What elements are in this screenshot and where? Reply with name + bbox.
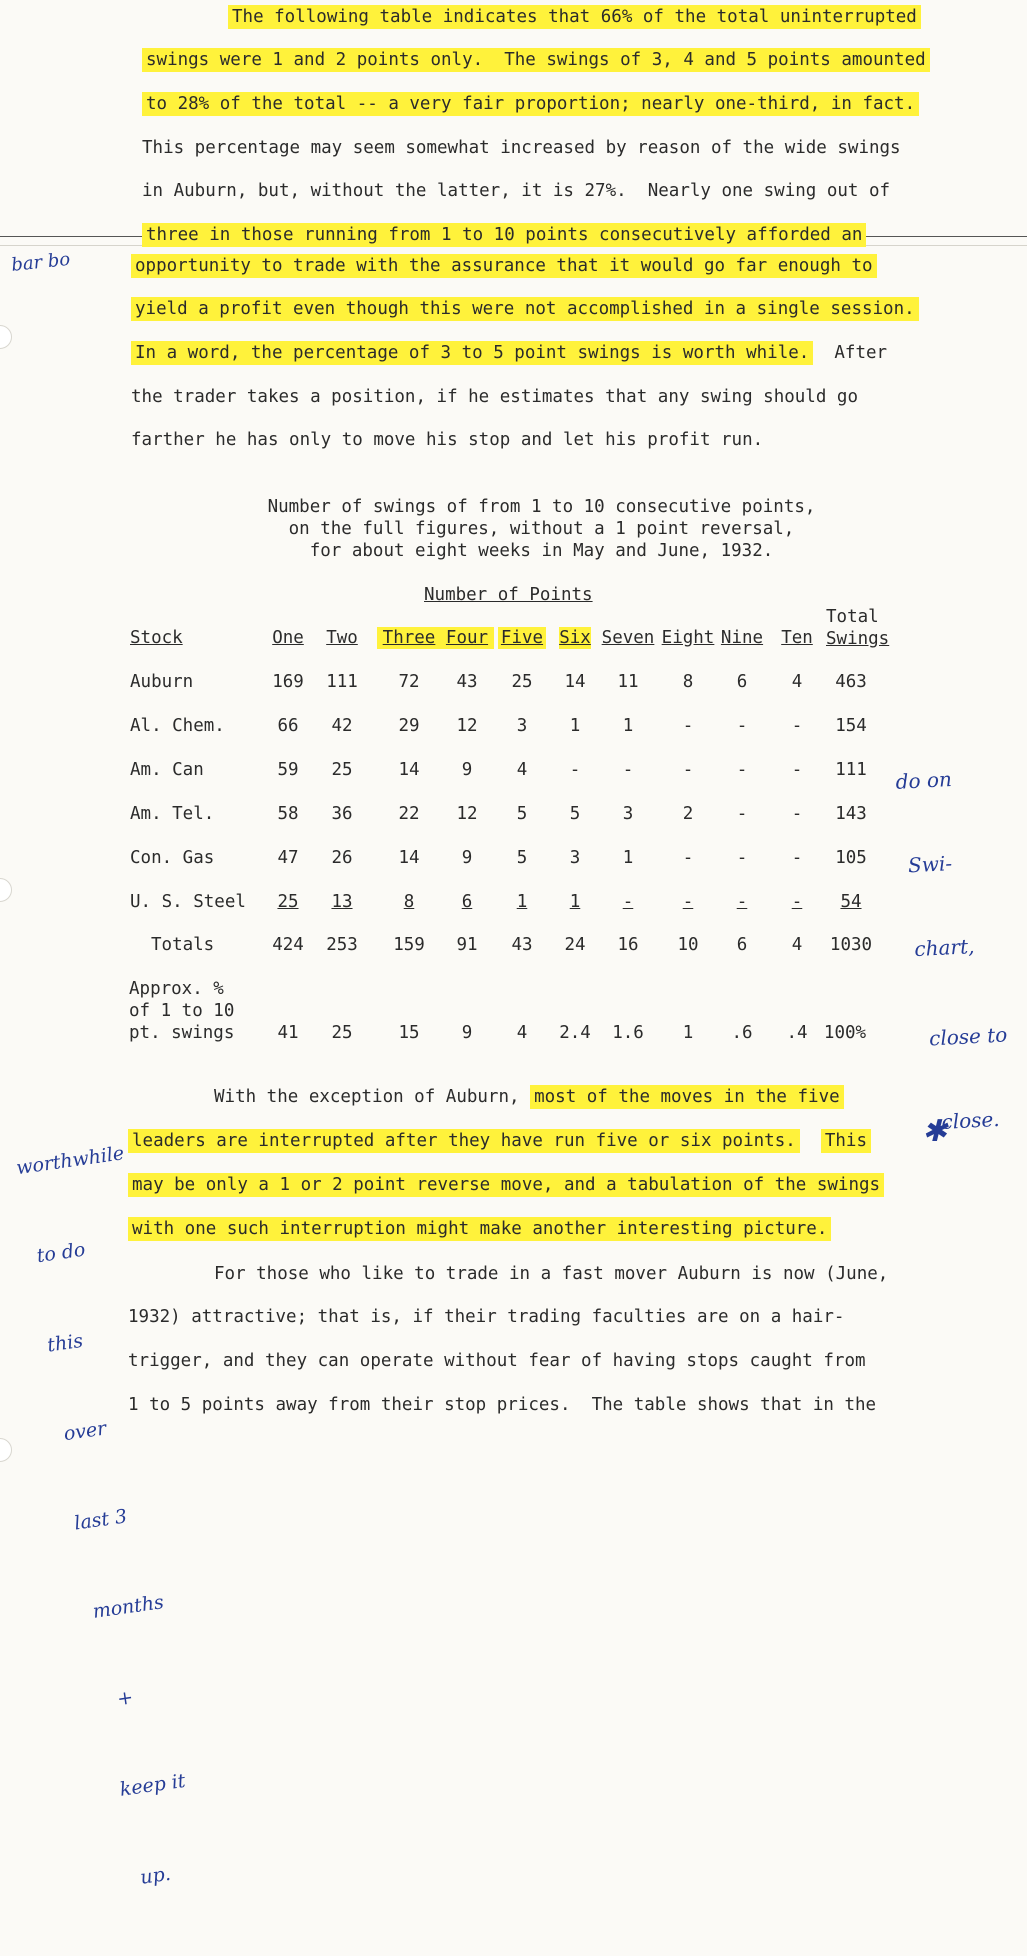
percent-total: 100% bbox=[823, 1023, 867, 1043]
table-cell: 14 bbox=[564, 672, 586, 692]
totals-label: Totals bbox=[151, 935, 215, 955]
table-cell: - bbox=[682, 760, 694, 780]
column-header: Ten bbox=[781, 628, 813, 648]
para3-line: trigger, and they can operate without fear of having stops caught from bbox=[128, 1351, 866, 1371]
table-cell: 1 bbox=[569, 716, 581, 736]
para1-line: In a word, the percentage of 3 to 5 point swings is worth while. After bbox=[131, 342, 887, 364]
table-cell: - bbox=[682, 892, 694, 912]
binder-hole bbox=[0, 325, 12, 349]
percent-cell: 2.4 bbox=[559, 1023, 591, 1043]
percent-cell: .6 bbox=[731, 1023, 753, 1043]
table-cell: 25 bbox=[511, 672, 533, 692]
row-total: 111 bbox=[835, 760, 867, 780]
totals-cell: 6 bbox=[736, 935, 748, 955]
percent-cell: 1 bbox=[682, 1023, 694, 1043]
column-header: Three bbox=[377, 627, 441, 649]
table-cell: 1 bbox=[516, 892, 528, 912]
table-cell: 12 bbox=[456, 804, 478, 824]
table-cell: 5 bbox=[569, 804, 581, 824]
table-caption: on the full figures, without a 1 point reversal, bbox=[288, 519, 795, 539]
para2-line: with one such interruption might make another interesting picture. bbox=[128, 1218, 831, 1240]
table-cell: 5 bbox=[516, 804, 528, 824]
para2-line: With the exception of Auburn, most of the moves in the five bbox=[214, 1086, 844, 1108]
table-caption: Number of swings of from 1 to 10 consecutive points, bbox=[267, 497, 816, 517]
table-cell: 8 bbox=[682, 672, 694, 692]
table-cell: 4 bbox=[516, 760, 528, 780]
column-header: Five bbox=[498, 627, 546, 649]
table-cell: 5 bbox=[516, 848, 528, 868]
totals-cell: 4 bbox=[791, 935, 803, 955]
stock-name: Am. Tel. bbox=[130, 804, 215, 824]
table-cell: 42 bbox=[331, 716, 353, 736]
row-total: 54 bbox=[840, 892, 862, 912]
percent-label: Approx. % bbox=[129, 979, 224, 999]
table-cell: - bbox=[622, 892, 634, 912]
total-header: Total bbox=[826, 607, 879, 627]
para1-line: The following table indicates that 66% of the total uninterrupted bbox=[228, 6, 921, 28]
para1-line: three in those running from 1 to 10 points consecutively afforded an bbox=[142, 224, 866, 246]
table-cell: 66 bbox=[277, 716, 299, 736]
percent-label: of 1 to 10 bbox=[129, 1001, 235, 1021]
table-cell: 3 bbox=[516, 716, 528, 736]
table-cell: 6 bbox=[736, 672, 748, 692]
table-cell: - bbox=[736, 848, 748, 868]
table-cell: 111 bbox=[326, 672, 358, 692]
column-header: One bbox=[272, 628, 304, 648]
column-header: Two bbox=[326, 628, 358, 648]
para1-line: swings were 1 and 2 points only. The swings of 3, 4 and 5 points amounted bbox=[142, 49, 930, 71]
table-cell: - bbox=[682, 716, 694, 736]
column-header: Nine bbox=[720, 628, 764, 648]
totals-cell: 10 bbox=[677, 935, 699, 955]
table-caption: for about eight weeks in May and June, 1932. bbox=[309, 541, 774, 561]
para1-line: the trader takes a position, if he estimates that any swing should go bbox=[131, 387, 858, 407]
table-cell: - bbox=[791, 804, 803, 824]
table-cell: - bbox=[791, 716, 803, 736]
table-cell: 14 bbox=[398, 760, 420, 780]
row-total: 105 bbox=[835, 848, 867, 868]
table-cell: 3 bbox=[622, 804, 634, 824]
table-cell: - bbox=[736, 804, 748, 824]
para1-line: This percentage may seem somewhat increased by reason of the wide swings bbox=[142, 138, 901, 158]
table-cell: - bbox=[736, 716, 748, 736]
stock-name: Auburn bbox=[130, 672, 194, 692]
handwritten-note-left: worthwhile to do this over last 3 months + keep it up. bbox=[14, 1142, 187, 1889]
binder-hole bbox=[0, 1438, 12, 1462]
table-cell: 58 bbox=[277, 804, 299, 824]
table-cell: 12 bbox=[456, 716, 478, 736]
table-cell: - bbox=[622, 760, 634, 780]
table-cell: - bbox=[569, 760, 581, 780]
table-cell: 4 bbox=[791, 672, 803, 692]
para1-line: yield a profit even though this were not accomplished in a single session. bbox=[131, 298, 919, 320]
table-cell: 2 bbox=[682, 804, 694, 824]
handwritten-note-top: bar bo bbox=[10, 248, 72, 276]
totals-cell: 253 bbox=[326, 935, 358, 955]
table-cell: 1 bbox=[569, 892, 581, 912]
table-cell: 13 bbox=[331, 892, 353, 912]
table-cell: 11 bbox=[617, 672, 639, 692]
column-header: Four bbox=[440, 627, 494, 649]
row-total: 143 bbox=[835, 804, 867, 824]
table-cell: 25 bbox=[331, 760, 353, 780]
table-cell: 1 bbox=[622, 848, 634, 868]
row-total: 463 bbox=[835, 672, 867, 692]
totals-cell: 159 bbox=[393, 935, 425, 955]
table-cell: 1 bbox=[622, 716, 634, 736]
table-cell: 9 bbox=[461, 760, 473, 780]
table-cell: 59 bbox=[277, 760, 299, 780]
table-cell: 3 bbox=[569, 848, 581, 868]
table-cell: - bbox=[736, 892, 748, 912]
table-cell: - bbox=[736, 760, 748, 780]
column-header: Six bbox=[559, 628, 591, 648]
column-header: Seven bbox=[601, 628, 655, 648]
totals-cell: 91 bbox=[456, 935, 478, 955]
table-cell: 25 bbox=[277, 892, 299, 912]
percent-label: pt. swings bbox=[129, 1023, 235, 1043]
stock-name: Al. Chem. bbox=[130, 716, 225, 736]
table-cell: 29 bbox=[398, 716, 420, 736]
stock-name: Am. Can bbox=[130, 760, 204, 780]
para1-line: opportunity to trade with the assurance that it would go far enough to bbox=[131, 255, 877, 277]
percent-cell: 4 bbox=[516, 1023, 528, 1043]
para3-line: 1932) attractive; that is, if their trading faculties are on a hair- bbox=[128, 1307, 845, 1327]
table-cell: 22 bbox=[398, 804, 420, 824]
para1-line: to 28% of the total -- a very fair proportion; nearly one-third, in fact. bbox=[142, 93, 919, 115]
table-cell: 8 bbox=[403, 892, 415, 912]
table-cell: 43 bbox=[456, 672, 478, 692]
table-cell: 36 bbox=[331, 804, 353, 824]
percent-cell: 15 bbox=[398, 1023, 420, 1043]
table-cell: 14 bbox=[398, 848, 420, 868]
para1-line: in Auburn, but, without the latter, it is 27%. Nearly one swing out of bbox=[142, 181, 891, 201]
total-header: Swings bbox=[826, 629, 890, 649]
row-total: 154 bbox=[835, 716, 867, 736]
table-cell: 26 bbox=[331, 848, 353, 868]
totals-cell: 16 bbox=[617, 935, 639, 955]
para3-line: For those who like to trade in a fast mover Auburn is now (June, bbox=[214, 1264, 889, 1284]
totals-cell: 24 bbox=[564, 935, 586, 955]
table-cell: 72 bbox=[398, 672, 420, 692]
stock-name: U. S. Steel bbox=[130, 892, 246, 912]
table-cell: - bbox=[682, 848, 694, 868]
handwritten-note-right: do on Swi- chart, close to close. bbox=[895, 766, 1008, 1134]
para3-line: 1 to 5 points away from their stop prices. The table shows that in the bbox=[128, 1395, 877, 1415]
totals-cell: 424 bbox=[272, 935, 304, 955]
grand-total: 1030 bbox=[829, 935, 873, 955]
table-cell: - bbox=[791, 848, 803, 868]
asterisk-icon: ✱ bbox=[922, 1114, 948, 1149]
percent-cell: 41 bbox=[277, 1023, 299, 1043]
table-cell: 169 bbox=[272, 672, 304, 692]
percent-cell: .4 bbox=[786, 1023, 808, 1043]
percent-cell: 1.6 bbox=[612, 1023, 644, 1043]
percent-cell: 9 bbox=[461, 1023, 473, 1043]
column-header: Eight bbox=[661, 628, 715, 648]
para2-line: leaders are interrupted after they have run five or six points. This bbox=[128, 1130, 871, 1152]
totals-cell: 43 bbox=[511, 935, 533, 955]
para1-line: farther he has only to move his stop and let his profit run. bbox=[131, 430, 764, 450]
percent-cell: 25 bbox=[331, 1023, 353, 1043]
stock-name: Con. Gas bbox=[130, 848, 215, 868]
table-cell: - bbox=[791, 760, 803, 780]
table-cell: 47 bbox=[277, 848, 299, 868]
stock-header: Stock bbox=[130, 628, 183, 648]
table-cell: 6 bbox=[461, 892, 473, 912]
table-cell: 9 bbox=[461, 848, 473, 868]
para2-line: may be only a 1 or 2 point reverse move, and a tabulation of the swings bbox=[128, 1174, 884, 1196]
binder-hole bbox=[0, 878, 12, 902]
table-cell: - bbox=[791, 892, 803, 912]
group-header: Number of Points bbox=[424, 585, 593, 605]
